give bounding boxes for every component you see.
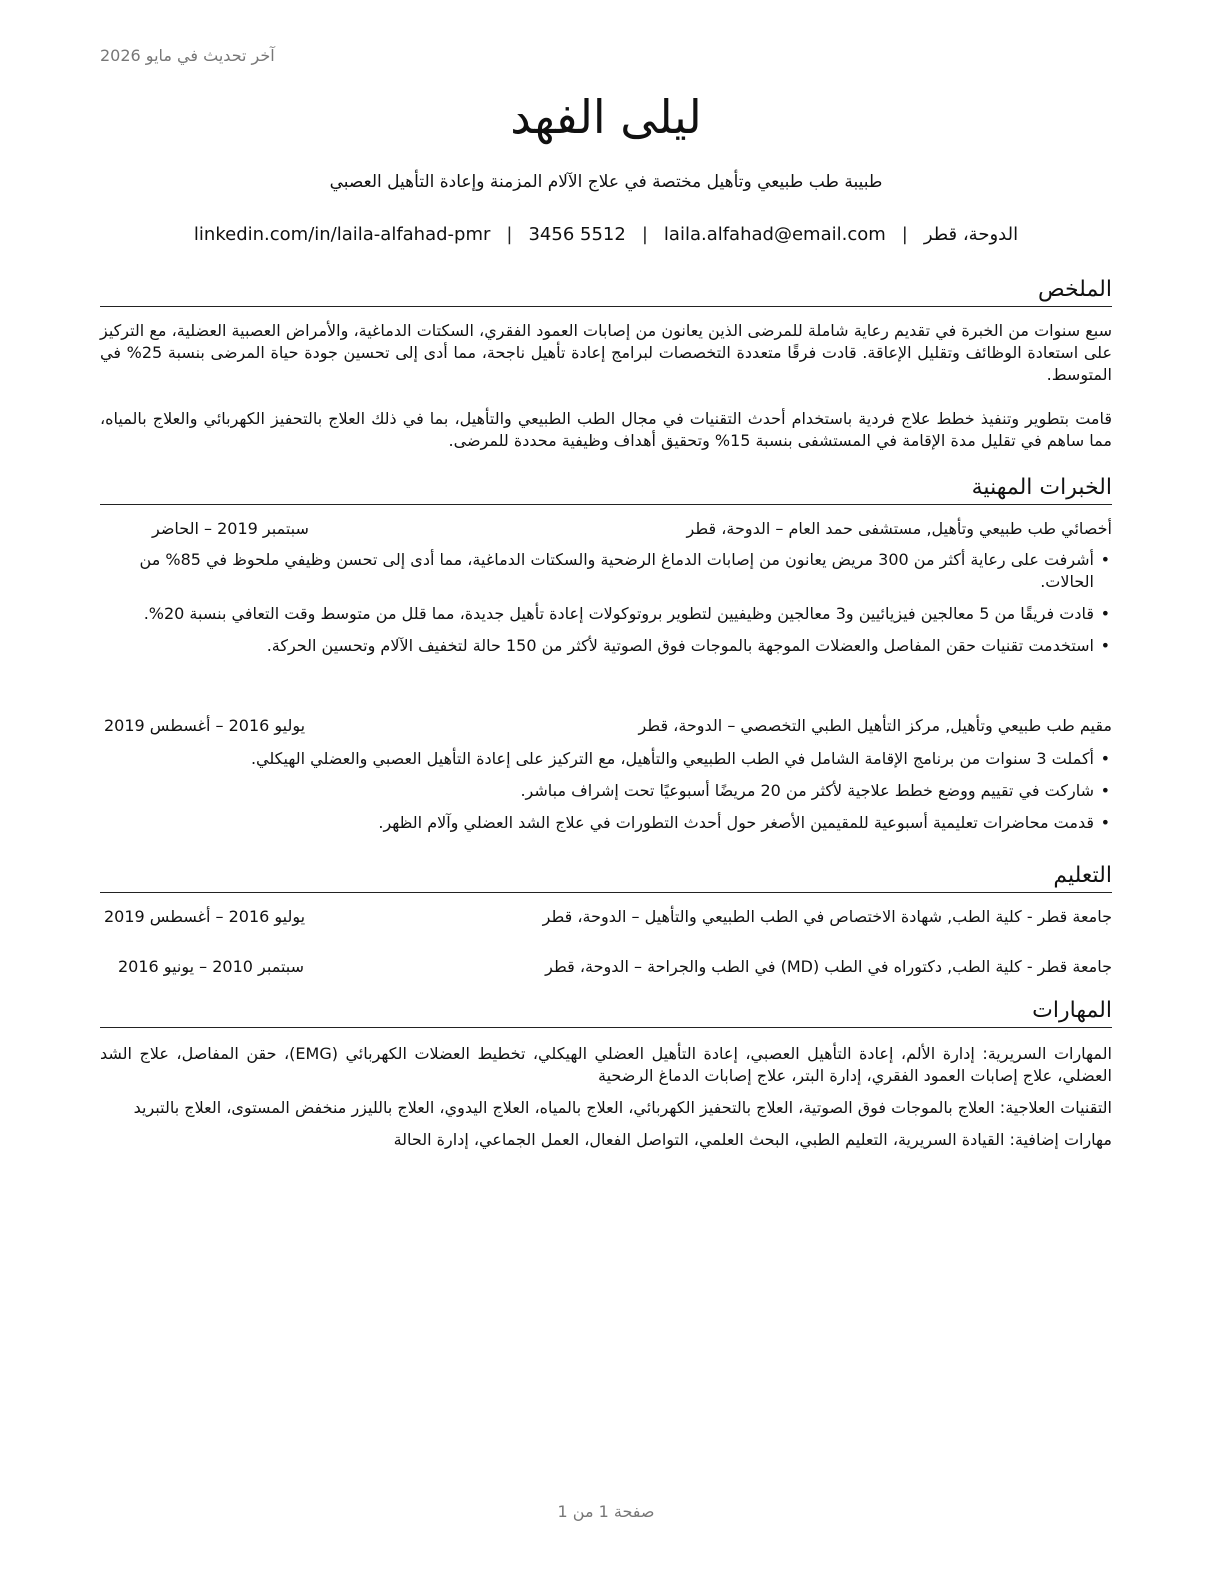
education-1-dates: يوليو 2016 – أغسطس 2019 <box>104 907 306 926</box>
resume-page <box>100 0 1112 1584</box>
candidate-subtitle: طبيبة طب طبيعي وتأهيل مختصة في علاج الآلام المزمنة وإعادة التأهيل العصبي <box>329 172 883 192</box>
job-1-title: أخصائي طب طبيعي وتأهيل, مستشفى حمد العام – الدوحة، قطر <box>686 519 1112 538</box>
summary-paragraph-1: سبع سنوات من الخبرة في تقديم رعاية شاملة للمرضى الذين يعانون من إصابات العمود الفقري، السكتات الدماغية، والأمراض العصبية العضلية، مع التركيز على استعادة الوظائف وتقليل الإعاقة. قادت فرقًا متعددة التخصصات لبرامج إعادة تأهيل ناجحة، مما أدى إلى تحسين جودة حياة المرضى بنسبة 25% في المتوسط. <box>100 321 1113 384</box>
contact-email[interactable]: laila.alfahad@email.com <box>663 224 886 245</box>
contact-line <box>100 224 1112 245</box>
summary-paragraph-2: قامت بتطوير وتنفيذ خطط علاج فردية باستخدام أحدث التقنيات في مجال الطب الطبيعي والتأهيل، بما في ذلك العلاج بالتحفيز الكهربائي والعلاج بالمياه، مما ساهم في تقليل مدة الإقامة في المستشفى بنسبة 15% وتحقيق أهداف وظيفية محددة للمرضى. <box>100 409 1112 450</box>
page-number: صفحة 1 من 1 <box>557 1502 655 1521</box>
list-item: • استخدمت تقنيات حقن المفاصل والعضلات الموجهة بالموجات فوق الصوتية لأكثر من 150 حالة لتخفيف الآلام وتحسين الحركة. <box>100 635 1112 657</box>
skills-clinical: المهارات السريرية: إدارة الألم، إعادة التأهيل العصبي، إعادة التأهيل العضلي الهيكلي، تخطيط العضلات الكهربائي (EMG)، حقن المفاصل، علاج الشد العضلي، علاج إصابات العمود الفقري، إدارة البتر، علاج إصابات الدماغ الرضحية <box>100 1044 1113 1085</box>
education-item-2 <box>100 957 1112 979</box>
job-2-dates: يوليو 2016 – أغسطس 2019 <box>104 716 306 735</box>
list-item: • أكملت 3 سنوات من برنامج الإقامة الشامل في الطب الطبيعي والتأهيل، مع التركيز على إعادة التأهيل العصبي والعضلي الهيكلي. <box>100 748 1112 770</box>
education-item-1 <box>100 907 1112 929</box>
job-2-header <box>100 716 1112 738</box>
education-1-title: جامعة قطر - كلية الطب, شهادة الاختصاص في الطب الطبيعي والتأهيل – الدوحة، قطر <box>542 907 1112 926</box>
education-2-dates: سبتمبر 2010 – يونيو 2016 <box>118 957 305 976</box>
experience-heading: الخبرات المهنية <box>100 474 1112 505</box>
contact-phone: 3456 5512 <box>528 224 626 245</box>
skills-list <box>100 1043 1112 1161</box>
job-1-bullets <box>100 549 1112 667</box>
list-item: • قادت فريقًا من 5 معالجين فيزيائيين و3 معالجين وظيفيين لتطوير بروتوكولات إعادة تأهيل جديدة، مما قلل من متوسط وقت التعافي بنسبة 20%. <box>100 603 1112 625</box>
job-1-header <box>100 519 1112 541</box>
education-2-title: جامعة قطر - كلية الطب, دكتوراه في الطب (MD) في الطب والجراحة – الدوحة، قطر <box>545 957 1112 976</box>
candidate-name: ليلى الفهد <box>510 90 702 144</box>
job-2-title: مقيم طب طبيعي وتأهيل, مركز التأهيل الطبي التخصصي – الدوحة، قطر <box>638 716 1112 735</box>
contact-linkedin[interactable]: linkedin.com/in/laila-alfahad-pmr <box>193 224 491 245</box>
contact-separator: | <box>901 224 908 245</box>
skills-heading: المهارات <box>100 997 1112 1028</box>
contact-separator: | <box>641 224 648 245</box>
skills-additional: مهارات إضافية: القيادة السريرية، التعليم الطبي، البحث العلمي، التواصل الفعال، العمل الجماعي، إدارة الحالة <box>393 1130 1112 1149</box>
education-heading: التعليم <box>100 862 1112 893</box>
list-item: • أشرفت على رعاية أكثر من 300 مريض يعانون من إصابات الدماغ الرضحية والسكتات الدماغية، مما أدى إلى تحسن وظيفي ملحوظ في 85% من الحالات. <box>100 549 1112 593</box>
skills-techniques: التقنيات العلاجية: العلاج بالموجات فوق الصوتية، العلاج بالتحفيز الكهربائي، العلاج بالمياه، العلاج اليدوي، العلاج بالليزر منخفض المستوى، العلاج بالتبريد <box>133 1098 1112 1117</box>
contact-location: الدوحة، قطر <box>923 224 1019 245</box>
job-1-dates: سبتمبر 2019 – الحاضر <box>152 519 309 538</box>
list-item: • شاركت في تقييم ووضع خطط علاجية لأكثر من 20 مريضًا أسبوعيًا تحت إشراف مباشر. <box>100 780 1112 802</box>
last-updated: آخر تحديث في مايو 2026 <box>100 46 275 65</box>
list-item: • قدمت محاضرات تعليمية أسبوعية للمقيمين الأصغر حول أحدث التطورات في علاج الشد العضلي وآلام الظهر. <box>100 812 1112 834</box>
job-2-bullets <box>100 748 1112 844</box>
summary-heading: الملخص <box>100 276 1112 307</box>
contact-separator: | <box>506 224 513 245</box>
